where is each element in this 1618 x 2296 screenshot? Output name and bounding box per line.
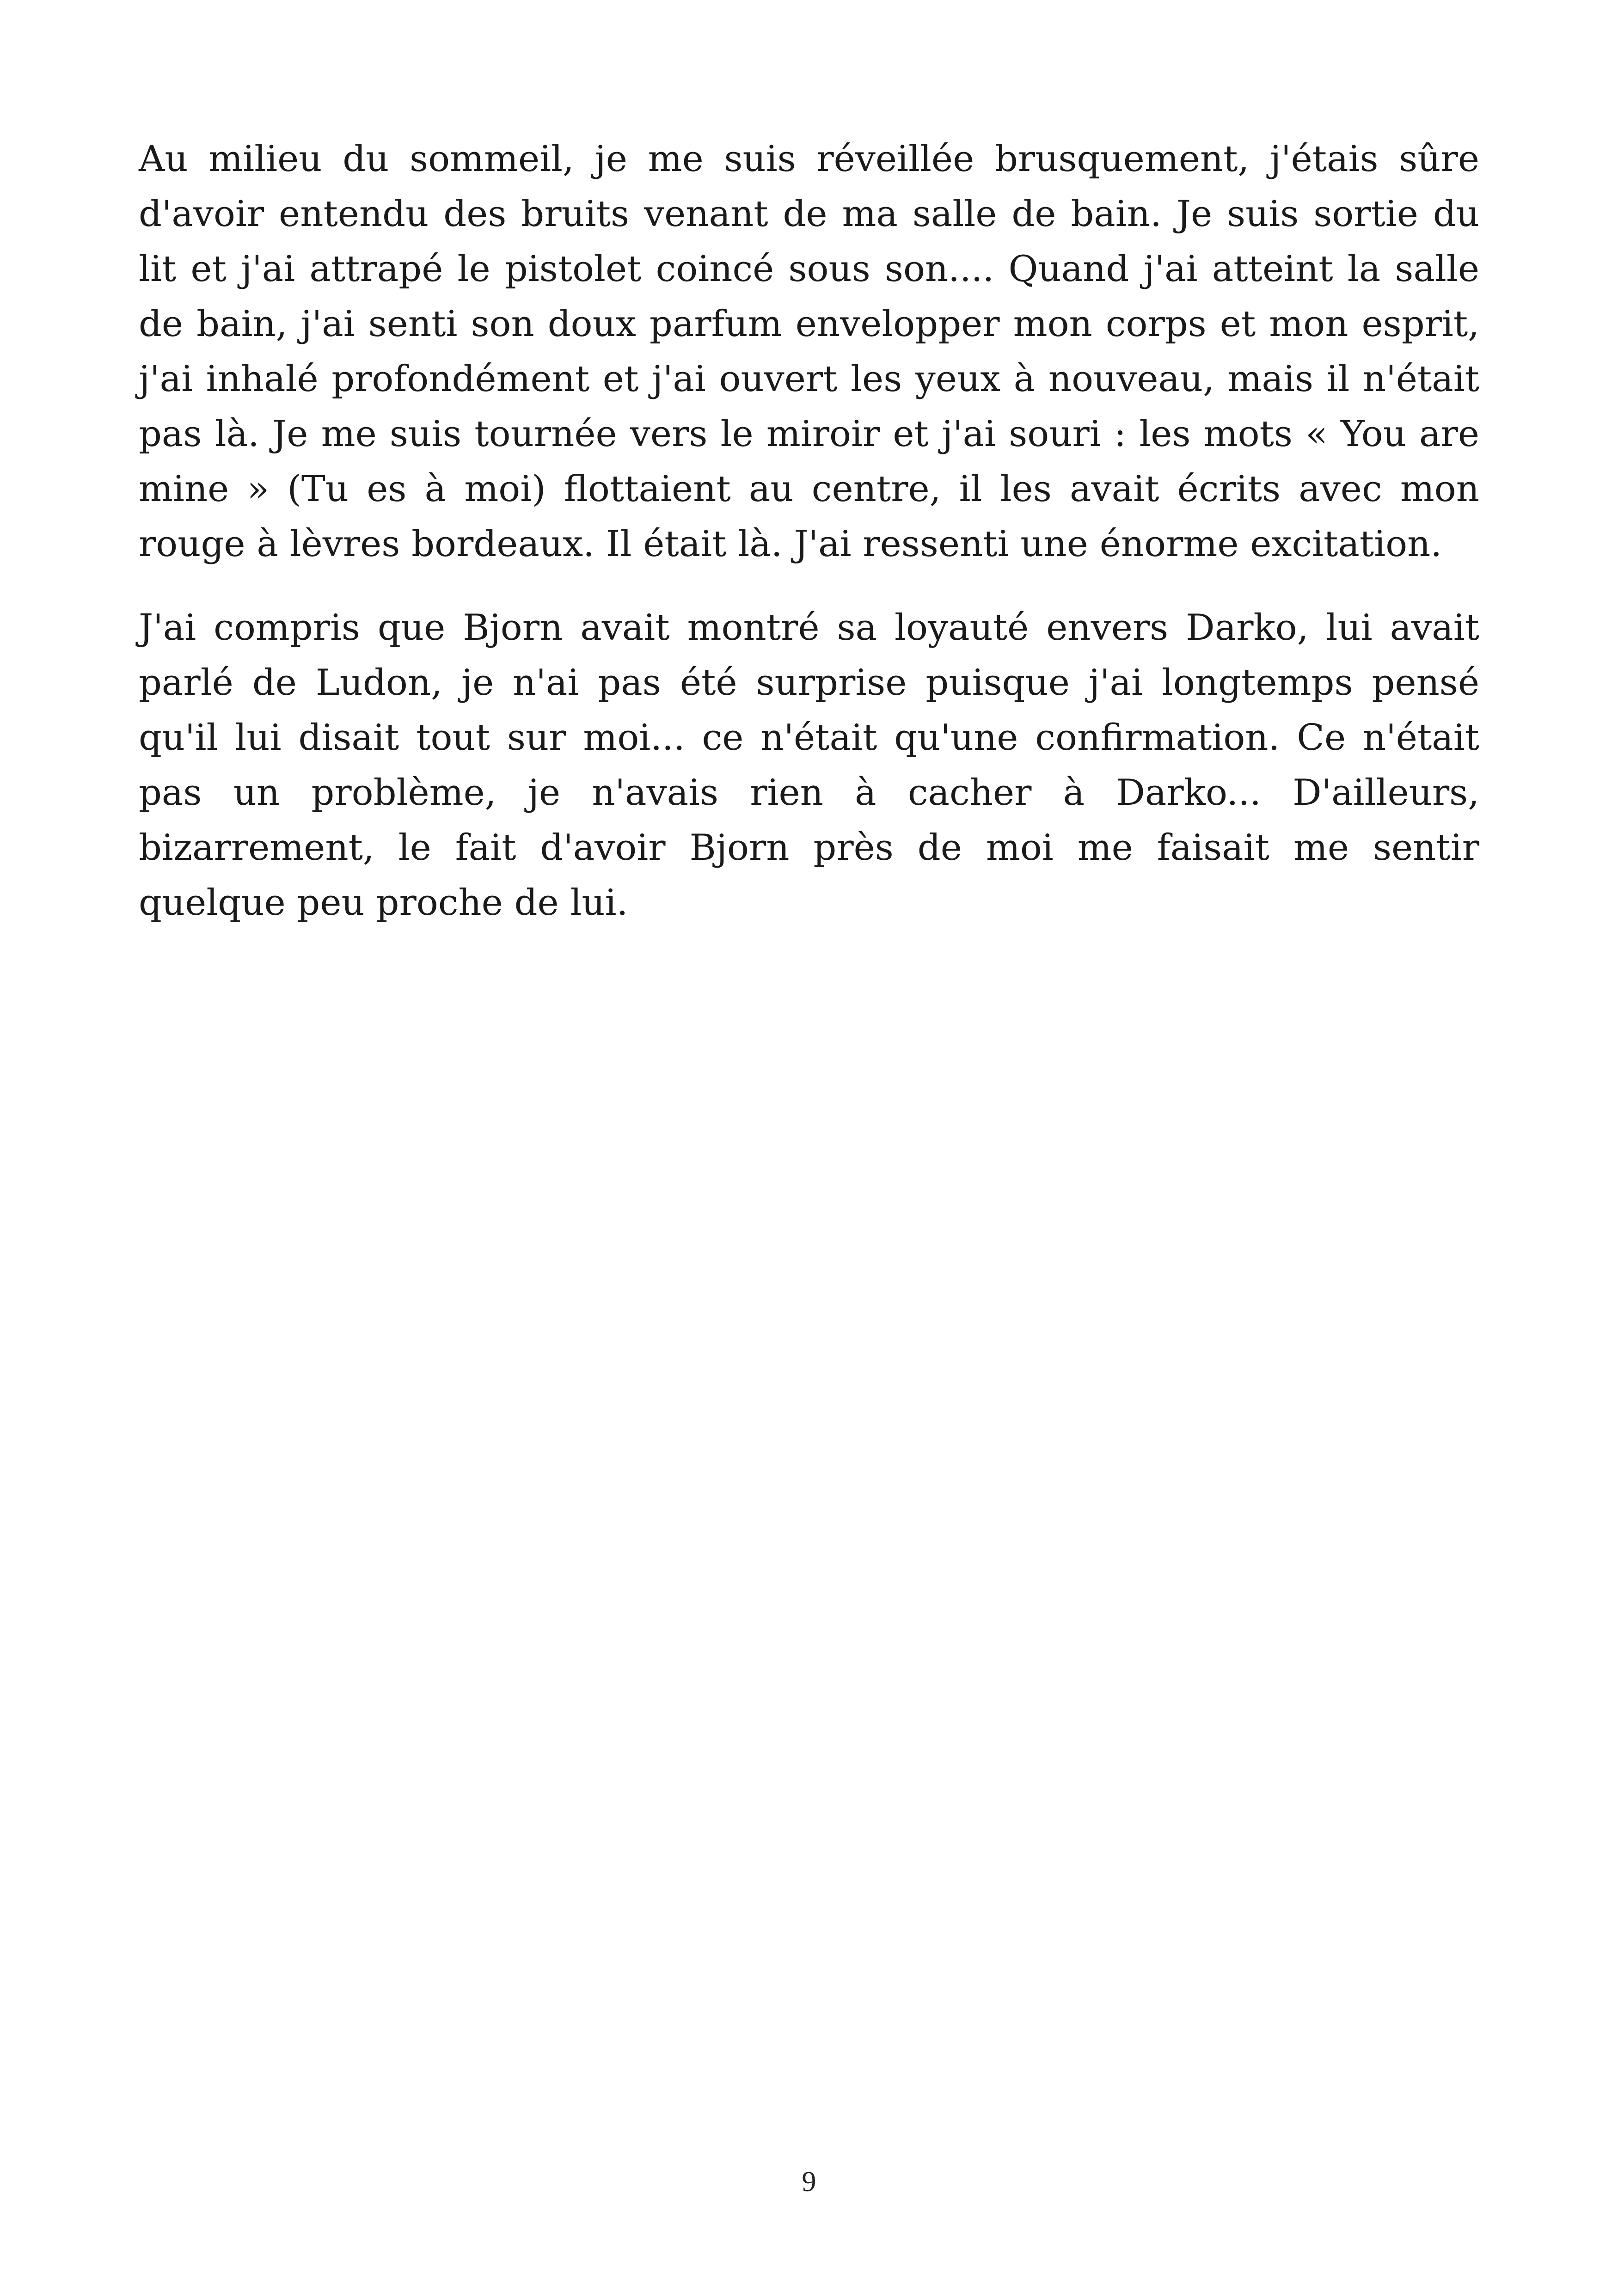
paragraph-1: Au milieu du sommeil, je me suis réveillée brusquement, j'étais sûre d'avoir entendu des bruits venant de ma salle de bain. Je suis sortie du lit et j'ai attrapé le pistolet coincé sous son.... Quand j'ai atteint la salle de bain, j'ai senti son doux parfum envelopper mon corps et mon esprit, j'ai inhalé profondément et j'ai ouvert les yeux à nouveau, mais il n'était pas là. Je me suis tournée vers le miroir et j'ai souri : les mots « You are mine » (Tu es à moi) flottaient au centre, il les avait écrits avec mon rouge à lèvres bordeaux. Il était là. J'ai ressenti une énorme excitation. xyxy=(139,138,1479,565)
page-number: 9 xyxy=(802,2166,816,2198)
page-body xyxy=(139,132,1479,959)
paragraph-2: J'ai compris que Bjorn avait montré sa loyauté envers Darko, lui avait parlé de Ludon, je n'ai pas été surprise puisque j'ai longtemps pensé qu'il lui disait tout sur moi... ce n'était qu'une confirmation. Ce n'était pas un problème, je n'avais rien à cacher à Darko... D'ailleurs, bizarrement, le fait d'avoir Bjorn près de moi me faisait me sentir quelque peu proche de lui. xyxy=(139,607,1479,924)
